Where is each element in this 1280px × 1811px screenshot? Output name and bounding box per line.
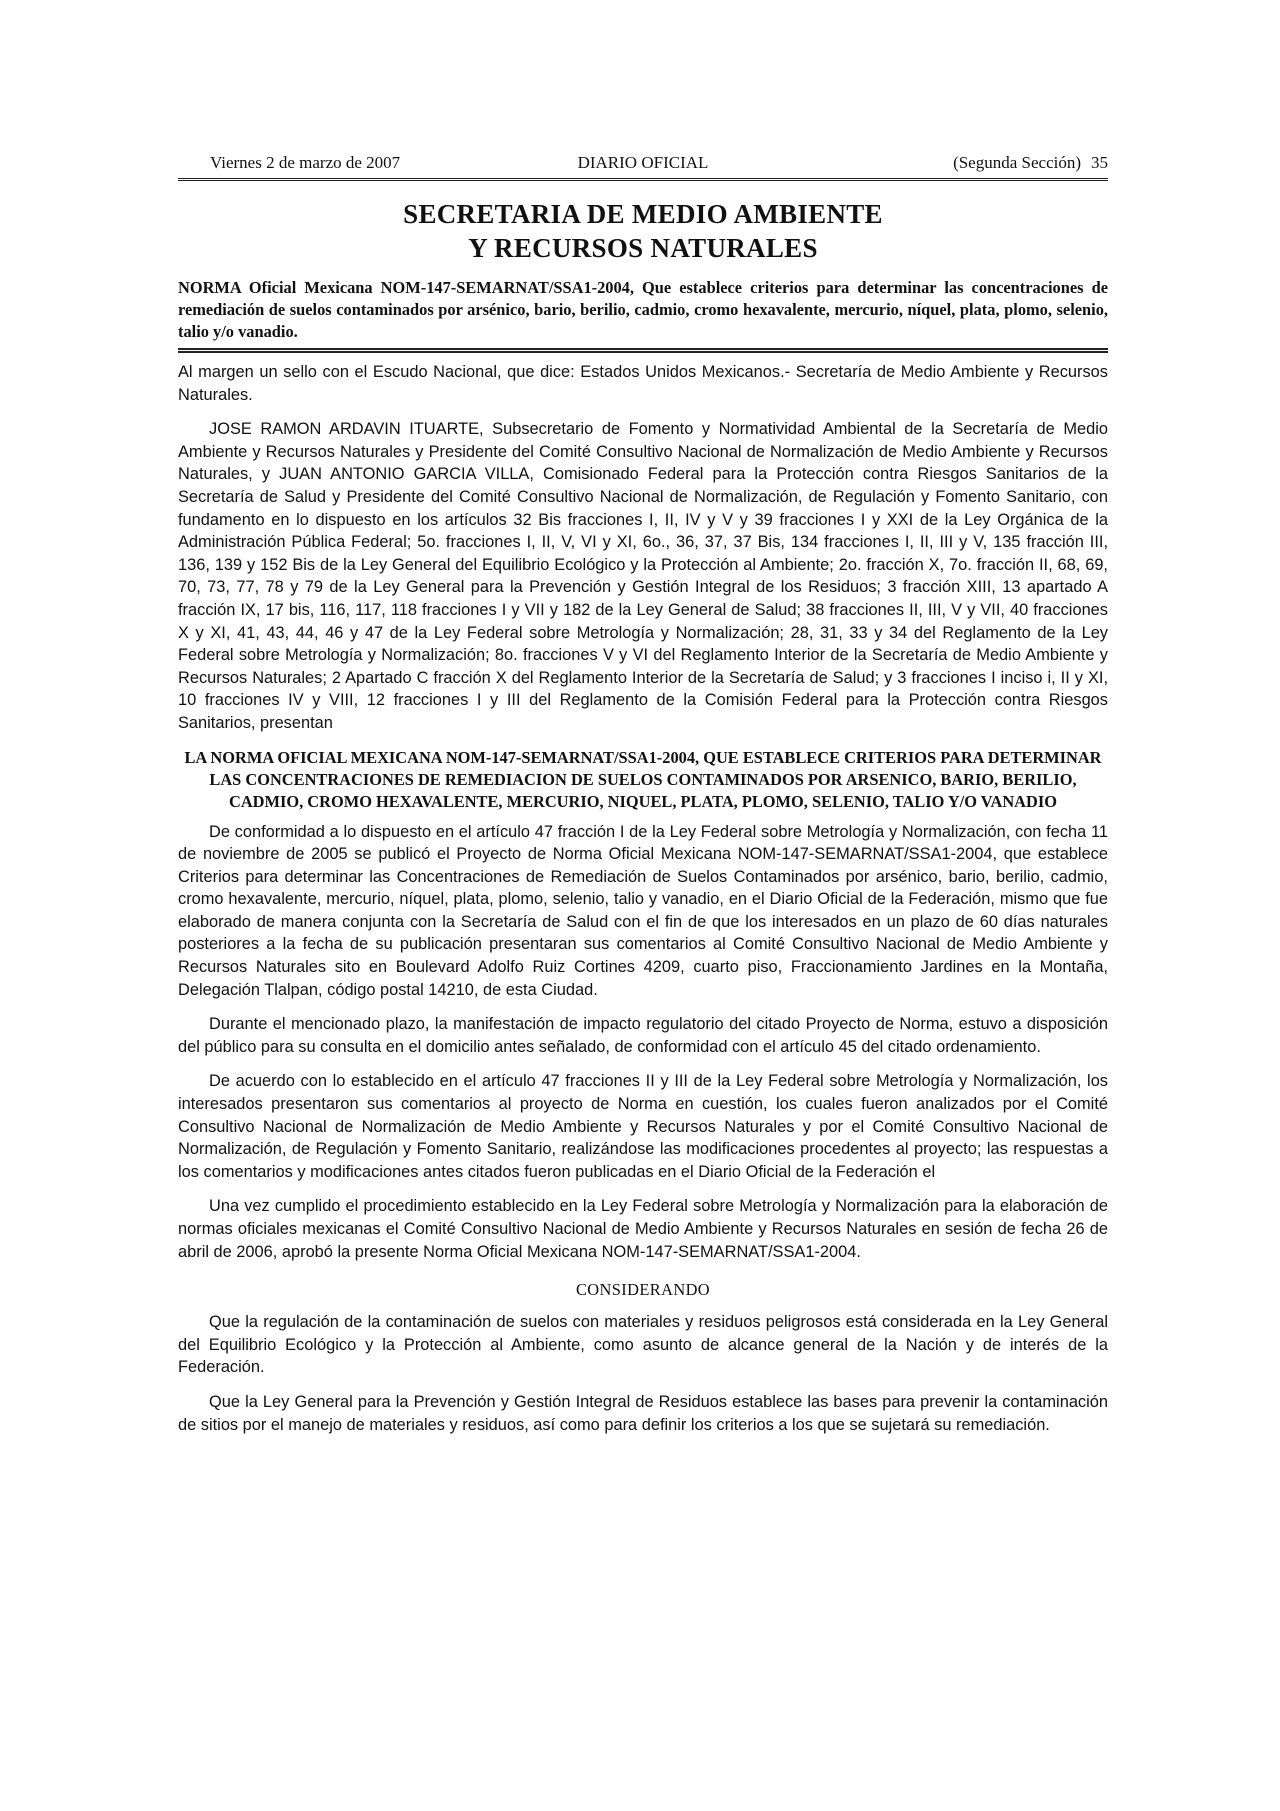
header-publication: DIARIO OFICIAL <box>577 153 709 172</box>
body-paragraph: De conformidad a lo dispuesto en el artículo 47 fracción I de la Ley Federal sobre Metrología y Normalización, con fecha 11 de noviembre de 2005 se publicó el Proyecto de Norma Oficial Mexicana NOM-147-SEMARNAT/SSA1-2004, que establece Criterios para determinar las Concentraciones de Remediación de Suelos Contaminados por arsénico, bario, berilio, cadmio, cromo hexavalente, mercurio, níquel, plata, plomo, selenio, talio y vanadio, en el Diario Oficial de la Federación, mismo que fue elaborado de manera conjunta con la Secretaría de Salud con el fin de que los interesados en un plazo de 60 días naturales posteriores a la fecha de su publicación presentaran sus comentarios al Comité Consultivo Nacional de Medio Ambiente y Recursos Naturales sito en Boulevard Adolfo Ruiz Cortines 4209, cuarto piso, Fraccionamiento Jardines en la Montaña, Delegación Tlalpan, código postal 14210, de esta Ciudad. <box>178 822 1108 999</box>
running-header <box>178 150 1108 181</box>
header-section-block <box>953 150 1108 176</box>
preamble-paragraph: JOSE RAMON ARDAVIN ITUARTE, Subsecretario de Fomento y Normatividad Ambiental de la Secretaría de Medio Ambiente y Recursos Naturales y Presidente del Comité Consultivo Nacional de Normalización de Medio Ambiente y Recursos Naturales, y JUAN ANTONIO GARCIA VILLA, Comisionado Federal para la Protección contra Riesgos Sanitarios de la Secretaría de Salud y Presidente del Comité Consultivo Nacional de Normalización, de Regulación y Fomento Sanitario, con fundamento en lo dispuesto en los artículos 32 Bis fracciones I, II, IV y V y 39 fracciones I y XXI de la Ley Orgánica de la Administración Pública Federal; 5o. fracciones I, II, V, VI y XI, 6o., 36, 37, 37 Bis, 134 fracciones I, II, III y V, 135 fracción III, 136, 139 y 152 Bis de la Ley General del Equilibrio Ecológico y la Protección al Ambiente; 2o. fracción X, 7o. fracción II, 68, 69, 70, 73, 77, 78 y 79 de la Ley General para la Prevención y Gestión Integral de los Residuos; 3 fracción XIII, 13 apartado A fracción IX, 17 bis, 116, 117, 118 fracciones I y VII y 182 de la Ley General de Salud; 38 fracciones II, III, V y VII, 40 fracciones X y XI, 41, 43, 44, 46 y 47 de la Ley Federal sobre Metrología y Normalización; 28, 31, 33 y 34 del Reglamento de la Ley Federal sobre Metrología y Normalización; 8o. fracciones V y VI del Reglamento Interior de la Secretaría de Medio Ambiente y Recursos Naturales; 2 Apartado C fracción X del Reglamento Interior de la Secretaría de Salud; y 3 fracciones I inciso i, II y XI, 10 fracciones IV y VIII, 12 fracciones I y III del Reglamento de la Comisión Federal para la Protección contra Riesgos Sanitarios, presentan <box>178 420 1108 732</box>
norm-heading: LA NORMA OFICIAL MEXICANA NOM-147-SEMARNAT/SSA1-2004, QUE ESTABLECE CRITERIOS PARA DETERMINAR LAS CONCENTRACIONES DE REMEDIACION DE SUELOS CONTAMINADOS POR ARSENICO, BARIO, BERILIO, CADMIO, CROMO HEXAVALENTE, MERCURIO, NIQUEL, PLATA, PLOMO, SELENIO, TALIO Y/O VANADIO <box>184 747 1102 811</box>
considerando-paragraph: Que la Ley General para la Prevención y Gestión Integral de Residuos establece las bases para prevenir la contaminación de sitios por el manejo de materiales y residuos, así como para definir los criterios a los que se sujetará su remediación. <box>178 1392 1108 1434</box>
document-page <box>178 150 1108 1436</box>
seal-note: Al margen un sello con el Escudo Nacional, que dice: Estados Unidos Mexicanos.- Secretaría de Medio Ambiente y Recursos Naturales. <box>178 363 1108 404</box>
header-section: (Segunda Sección) <box>953 153 1081 172</box>
agency-title-line-1: SECRETARIA DE MEDIO AMBIENTE <box>403 199 883 229</box>
agency-title <box>178 197 1108 265</box>
body-paragraph: Una vez cumplido el procedimiento establecido en la Ley Federal sobre Metrología y Normalización para la elaboración de normas oficiales mexicanas el Comité Consultivo Nacional de Medio Ambiente y Recursos Naturales en sesión de fecha 26 de abril de 2006, aprobó la presente Norma Oficial Mexicana NOM-147-SEMARNAT/SSA1-2004. <box>178 1197 1108 1261</box>
agency-title-line-2: Y RECURSOS NATURALES <box>468 233 818 263</box>
considerando-paragraph: Que la regulación de la contaminación de suelos con materiales y residuos peligrosos está considerada en la Ley General del Equilibrio Ecológico y la Protección al Ambiente, como asunto de alcance general de la Nación y de interés de la Federación. <box>178 1313 1108 1377</box>
document-body <box>178 361 1108 1436</box>
header-page-number: 35 <box>1091 153 1108 172</box>
body-paragraph: De acuerdo con lo establecido en el artículo 47 fracciones II y III de la Ley Federal sobre Metrología y Normalización, los interesados presentaron sus comentarios al proyecto de Norma en cuestión, los cuales fueron analizados por el Comité Consultivo Nacional de Normalización de Medio Ambiente y Recursos Naturales y por el Comité Consultivo Nacional de Normalización, de Regulación y Fomento Sanitario, realizándose las modificaciones procedentes al proyecto; las respuestas a los comentarios y modificaciones antes citados fueron publicadas en el Diario Oficial de la Federación el <box>178 1072 1108 1181</box>
header-date: Viernes 2 de marzo de 2007 <box>210 153 401 172</box>
norm-title: NORMA Oficial Mexicana NOM-147-SEMARNAT/SSA1-2004, Que establece criterios para determinar las concentraciones de remediación de suelos contaminados por arsénico, bario, berilio, cadmio, cromo hexavalente, mercurio, níquel, plata, plomo, selenio, talio y/o vanadio. <box>178 277 1108 353</box>
body-paragraph: Durante el mencionado plazo, la manifestación de impacto regulatorio del citado Proyecto de Norma, estuvo a disposición del público para su consulta en el domicilio antes señalado, de conformidad con el artículo 45 del citado ordenamiento. <box>178 1015 1108 1056</box>
considerando-heading: CONSIDERANDO <box>575 1280 711 1300</box>
